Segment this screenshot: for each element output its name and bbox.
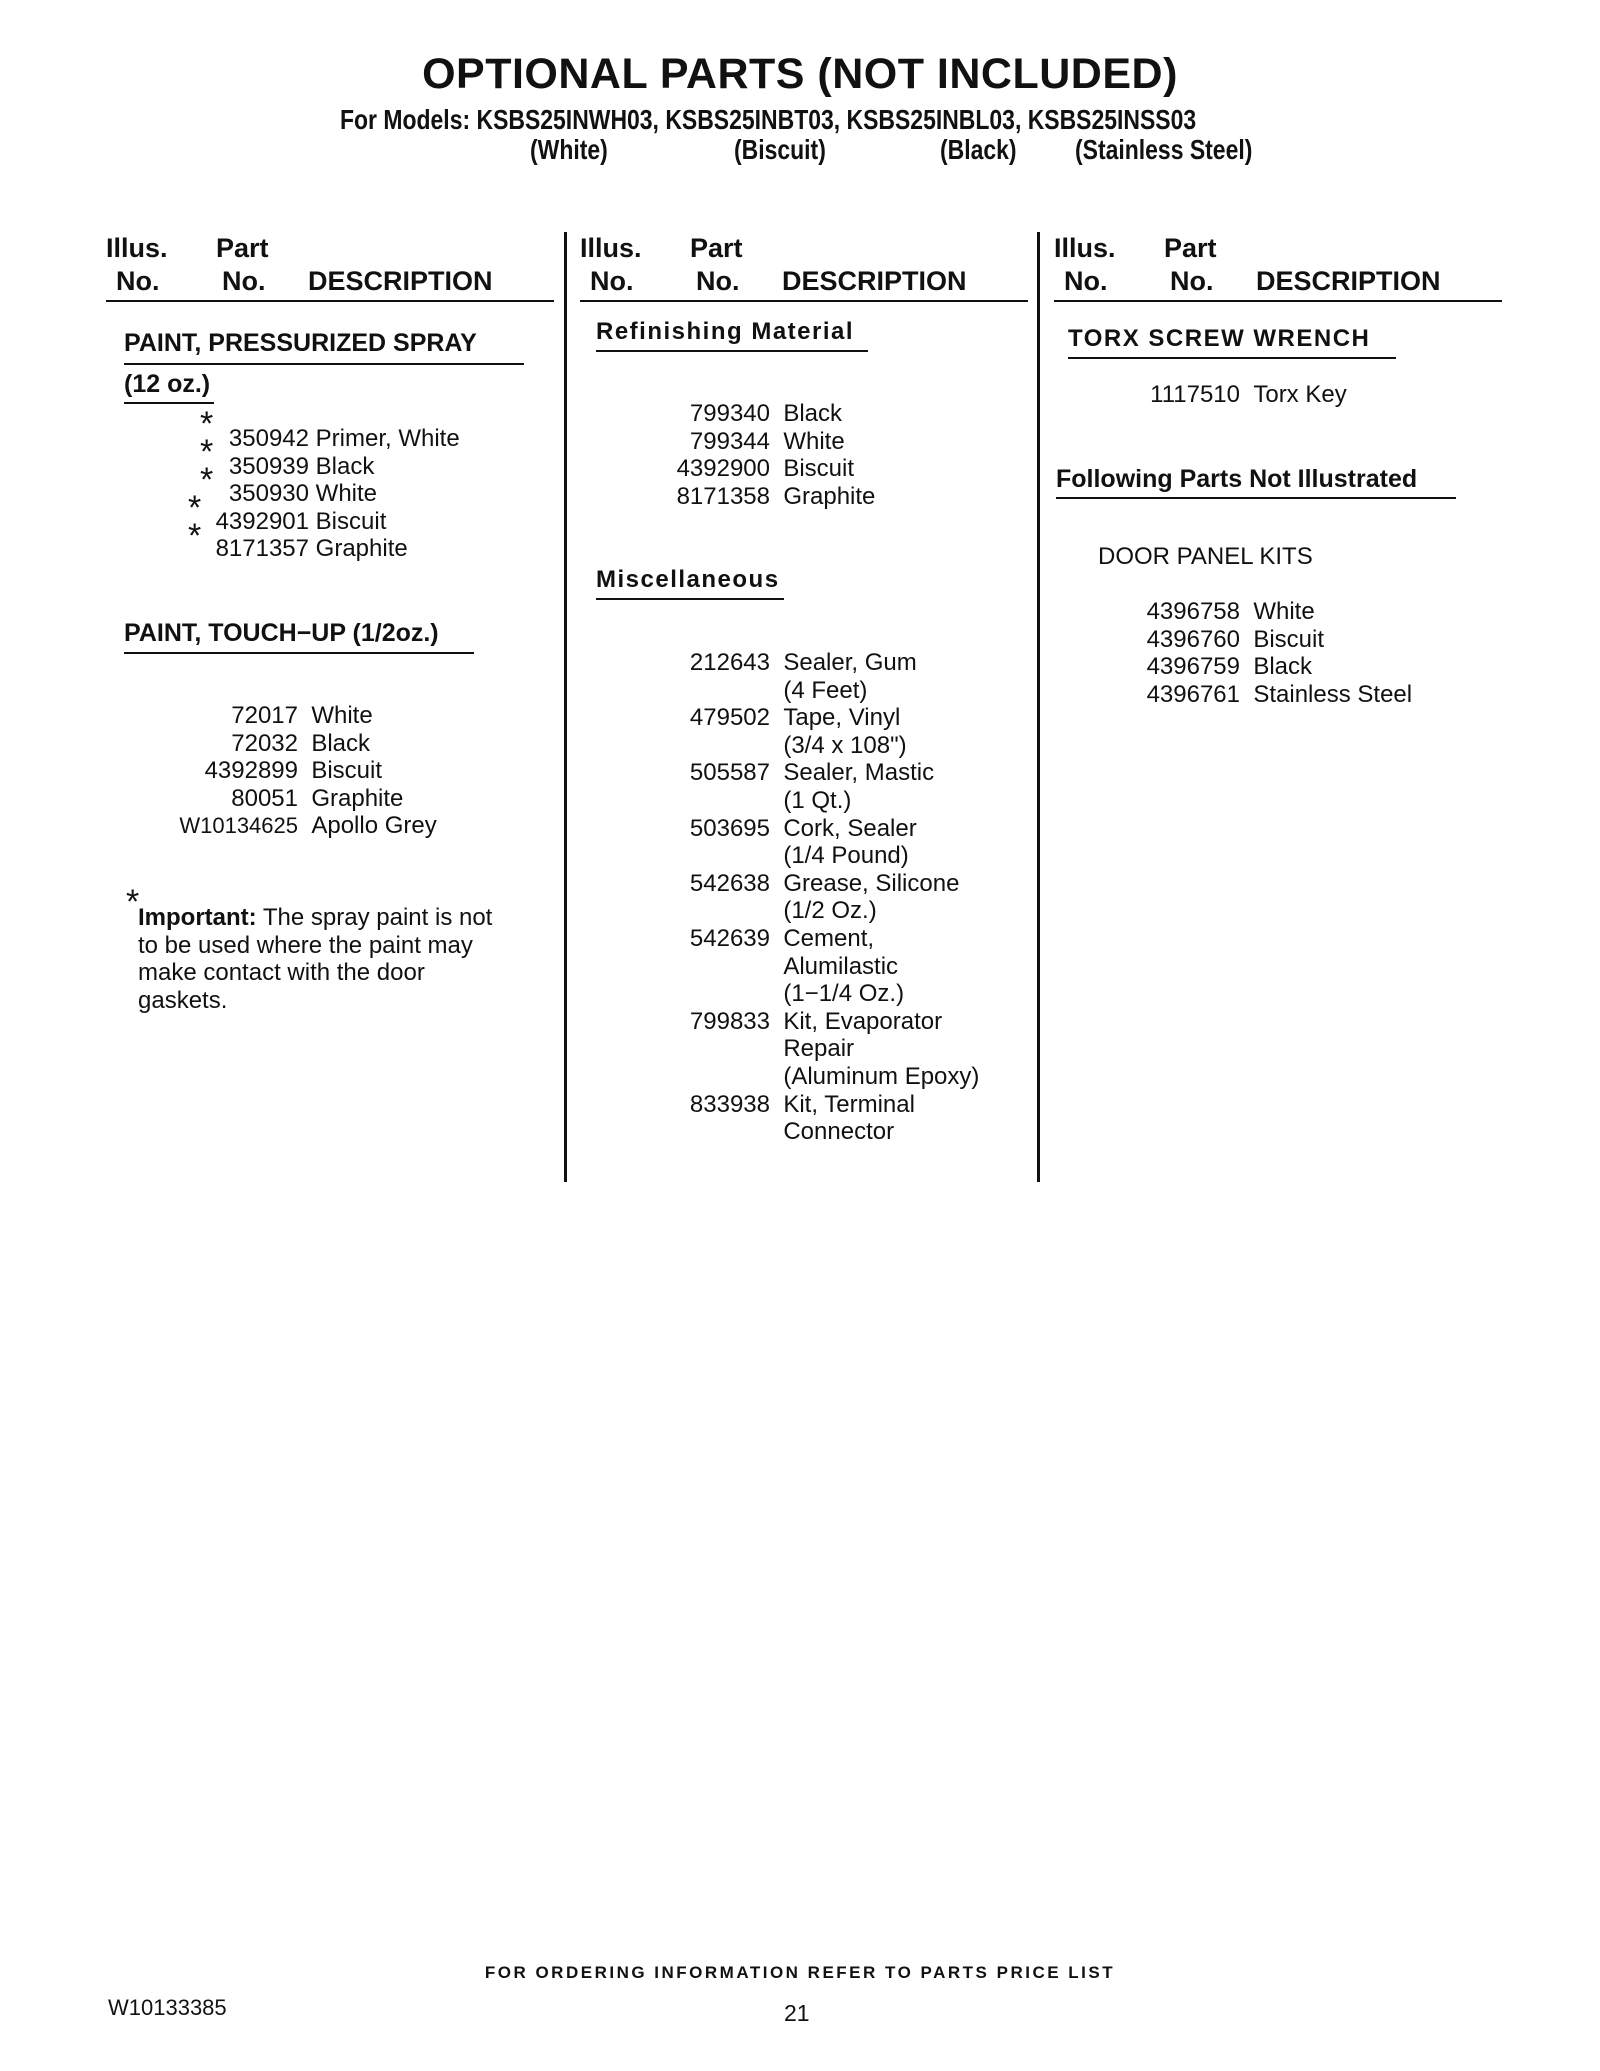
list-item (640, 400, 875, 428)
page-title: OPTIONAL PARTS (NOT INCLUDED) (422, 50, 1178, 98)
part-no-header: No. (696, 266, 740, 296)
section-underline (596, 598, 784, 600)
list-item (160, 812, 437, 840)
list-item (1114, 653, 1412, 681)
list-item (640, 1063, 979, 1091)
list-item (160, 785, 437, 813)
misc-parts-list (640, 649, 979, 1146)
part-header: Part (690, 233, 743, 263)
description-header: DESCRIPTION (1256, 266, 1441, 296)
list-item (160, 757, 437, 785)
description-header: DESCRIPTION (308, 266, 493, 296)
part-number: 4396759 (1146, 653, 1240, 681)
asterisk-icon: * (188, 489, 202, 527)
part-number: W10134625 (179, 813, 298, 839)
list-item (640, 925, 979, 953)
list-item (1114, 598, 1412, 626)
list-item (640, 704, 979, 732)
part-no-header: No. (1170, 266, 1214, 296)
section-underline (1068, 357, 1396, 359)
list-item (640, 787, 979, 815)
section-title-misc: Miscellaneous (596, 566, 780, 593)
important-note (138, 904, 518, 1014)
list-item (196, 425, 460, 453)
section-title-refinishing: Refinishing Material (596, 318, 855, 345)
part-description: Black (1253, 653, 1313, 681)
part-description: (4 Feet) (783, 676, 868, 704)
column-divider-1 (564, 232, 567, 1182)
description-header: DESCRIPTION (782, 266, 967, 296)
part-description: Primer, White (315, 425, 460, 452)
section-title-spray-size: (12 oz.) (124, 370, 211, 398)
illus-header: Illus. (1054, 233, 1116, 263)
asterisk-icon: * (200, 433, 214, 471)
important-label: Important: (138, 904, 257, 931)
part-description: White (311, 702, 373, 729)
illus-no-header: No. (590, 266, 634, 296)
spray-parts-list (196, 425, 460, 563)
list-item (160, 702, 437, 730)
part-description: Black (783, 400, 843, 427)
list-item (640, 649, 979, 677)
part-description: Black (311, 729, 371, 757)
part-number: 4396760 (1146, 625, 1240, 653)
section-underline (1056, 497, 1456, 499)
list-item (196, 453, 460, 481)
part-description: Biscuit (783, 455, 855, 483)
list-item (196, 535, 460, 563)
door-panel-kits-label: DOOR PANEL KITS (1098, 543, 1313, 570)
section-underline (124, 363, 524, 365)
section-underline (596, 350, 868, 352)
part-number: 8171358 (676, 482, 770, 510)
part-number: 4392901 (215, 507, 309, 535)
color-biscuit-label: (Biscuit) (734, 134, 826, 165)
part-description: (Aluminum Epoxy) (783, 1062, 980, 1090)
section-title-spray: PAINT, PRESSURIZED SPRAY (124, 329, 477, 357)
part-number: 542638 (689, 869, 770, 897)
color-white-label: (White) (530, 134, 608, 165)
list-item (196, 508, 460, 536)
list-item (640, 953, 979, 981)
header-rule-3 (1054, 300, 1502, 302)
section-title-touchup: PAINT, TOUCH−UP (1/2oz.) (124, 619, 439, 647)
document-number: W10133385 (108, 1995, 227, 2020)
list-item (640, 483, 875, 511)
part-description: (1−1/4 Oz.) (783, 980, 905, 1008)
part-description: (1/4 Pound) (783, 842, 909, 870)
header-rule-1 (106, 300, 554, 302)
part-description: Tape, Vinyl (783, 704, 901, 732)
touchup-parts-list (160, 702, 437, 840)
part-description: (1 Qt.) (783, 786, 852, 814)
part-description: White (1253, 598, 1315, 625)
part-description: Torx Key (1253, 381, 1347, 408)
list-item (640, 897, 979, 925)
part-number: 503695 (689, 814, 770, 842)
list-item (640, 1118, 979, 1146)
color-black-label: (Black) (940, 134, 1017, 165)
list-item (640, 1035, 979, 1063)
ordering-info: FOR ORDERING INFORMATION REFER TO PARTS PRICE LIST (484, 1963, 1116, 1982)
list-item (640, 455, 875, 483)
part-description: Connector (783, 1118, 895, 1146)
part-number: 542639 (689, 924, 770, 952)
part-number: 80051 (231, 784, 298, 812)
part-description: Cement, (783, 924, 875, 952)
section-title-not-illustrated: Following Parts Not Illustrated (1056, 465, 1418, 493)
part-number: 8171357 (215, 535, 309, 563)
section-title-torx: TORX SCREW WRENCH (1068, 325, 1371, 352)
list-item (640, 732, 979, 760)
list-item (160, 730, 437, 758)
part-description: Kit, Terminal (783, 1090, 915, 1118)
part-number: 799344 (689, 427, 770, 455)
list-item (1114, 381, 1347, 409)
page-number: 21 (784, 2000, 810, 2026)
part-description: Stainless Steel (1253, 680, 1413, 708)
part-description: Alumilastic (783, 952, 899, 980)
part-description: Graphite (311, 784, 404, 812)
models-line: For Models: KSBS25INWH03, KSBS25INBT03, KSBS25INBL03, KSBS25INSS03 (340, 104, 1197, 135)
part-number: 4396758 (1146, 598, 1240, 625)
part-number: 799833 (689, 1007, 770, 1035)
asterisk-icon: * (188, 517, 202, 555)
part-number: 4392900 (676, 455, 770, 483)
asterisk-icon: * (200, 461, 214, 499)
part-number: 799340 (689, 400, 770, 427)
part-description: Biscuit (1253, 625, 1325, 653)
list-item (640, 1091, 979, 1119)
part-number: 833938 (689, 1090, 770, 1118)
part-description: Sealer, Gum (783, 649, 917, 676)
illus-no-header: No. (116, 266, 160, 296)
torx-parts-list (1114, 381, 1347, 409)
part-description: Kit, Evaporator (783, 1007, 943, 1035)
section-underline (124, 652, 474, 654)
asterisk-icon: * (200, 405, 214, 443)
part-no-header: No. (222, 266, 266, 296)
part-description: Biscuit (315, 507, 387, 535)
part-description: White (315, 480, 378, 508)
list-item (640, 815, 979, 843)
part-description: White (783, 427, 845, 455)
list-item (640, 1008, 979, 1036)
list-item (196, 480, 460, 508)
list-item (640, 980, 979, 1008)
section-underline (124, 402, 214, 404)
column-divider-2 (1037, 232, 1040, 1182)
part-description: Repair (783, 1035, 855, 1063)
list-item (640, 428, 875, 456)
color-stainless-label: (Stainless Steel) (1075, 134, 1253, 165)
list-item (640, 870, 979, 898)
part-header: Part (1164, 233, 1217, 263)
part-number: 4392899 (204, 757, 298, 785)
header-rule-2 (580, 300, 1028, 302)
important-text: The spray paint is not to be used where the paint may make contact with the door gaskets. (138, 904, 493, 1014)
list-item (640, 842, 979, 870)
part-description: Apollo Grey (311, 812, 437, 840)
part-description: Biscuit (311, 757, 383, 785)
part-number: 505587 (689, 759, 770, 787)
part-description: Graphite (315, 535, 408, 563)
part-number: 350930 (228, 480, 309, 508)
list-item (1114, 681, 1412, 709)
part-description: (3/4 x 108") (783, 731, 907, 759)
part-number: 4396761 (1146, 680, 1240, 708)
part-number: 350939 (228, 452, 309, 480)
part-description: Grease, Silicone (783, 869, 960, 897)
door-panel-parts-list (1114, 598, 1412, 708)
list-item (1114, 626, 1412, 654)
part-number: 72032 (231, 729, 298, 757)
part-description: Black (315, 452, 375, 480)
part-description: Cork, Sealer (783, 814, 917, 842)
part-number: 479502 (689, 704, 770, 732)
illus-header: Illus. (106, 233, 168, 263)
illus-header: Illus. (580, 233, 642, 263)
part-number: 350942 (228, 425, 309, 452)
list-item (640, 759, 979, 787)
list-item (640, 677, 979, 705)
part-number: 72017 (231, 702, 298, 729)
part-header: Part (216, 233, 269, 263)
asterisk-icon: * (126, 883, 140, 921)
part-description: (1/2 Oz.) (783, 897, 877, 925)
refinishing-parts-list (640, 400, 875, 510)
part-number: 212643 (689, 649, 770, 676)
part-number: 1117510 (1150, 381, 1240, 408)
illus-no-header: No. (1064, 266, 1108, 296)
part-description: Sealer, Mastic (783, 759, 935, 787)
part-description: Graphite (783, 482, 876, 510)
